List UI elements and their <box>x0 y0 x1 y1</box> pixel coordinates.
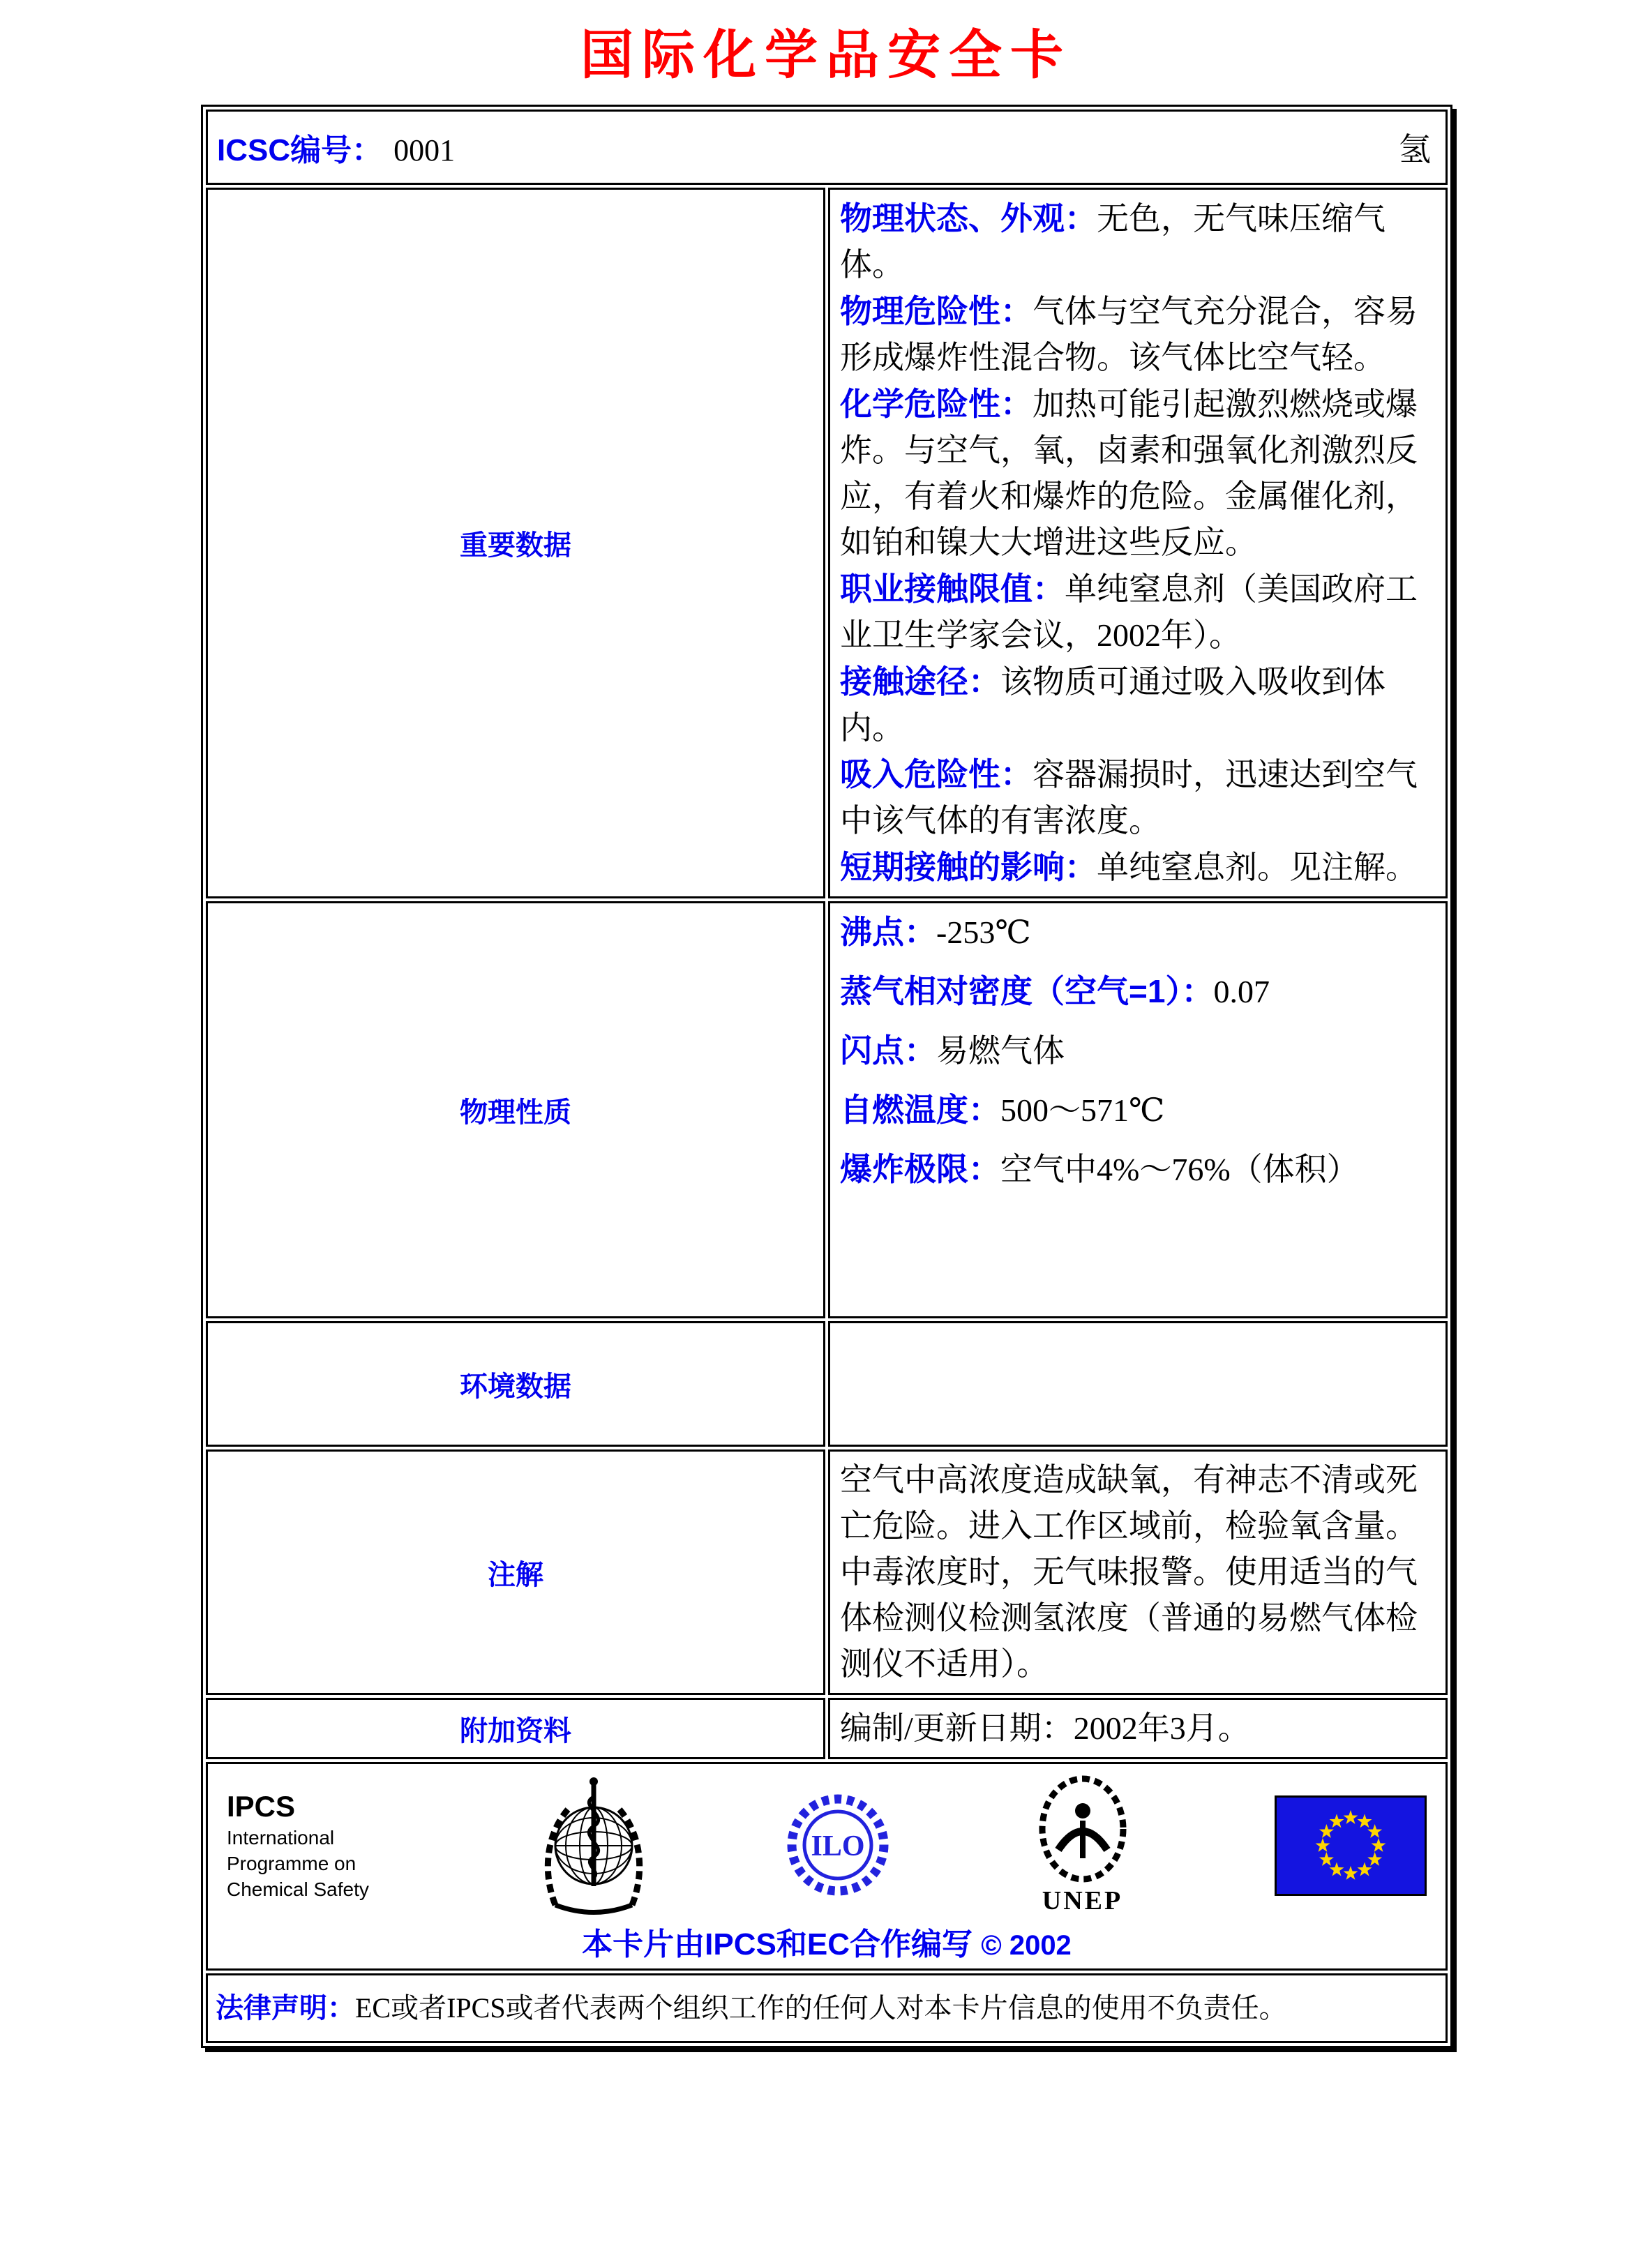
field-physical-state: 物理状态、外观：无色，无气味压缩气体。 <box>840 200 1386 283</box>
icsc-number-value: 0001 <box>393 133 456 167</box>
logos-row <box>227 1775 1427 1916</box>
who-logo-icon <box>534 1776 653 1915</box>
section-label-additional-info: 附加资料 <box>206 1698 825 1759</box>
credit-text: 本卡片由IPCS和EC合作编写 <box>582 1927 973 1961</box>
environmental-data-content <box>828 1321 1448 1447</box>
field-exposure-routes: 接触途径：该物质可通过吸入吸收到体内。 <box>840 663 1386 746</box>
eu-flag-icon <box>1275 1795 1427 1896</box>
copyright-text: © 2002 <box>981 1930 1072 1961</box>
physical-properties-content <box>828 901 1448 1318</box>
organizations-cell <box>206 1762 1448 1971</box>
legal-notice <box>209 1989 1445 2028</box>
ipcs-title: IPCS <box>227 1790 296 1823</box>
ipcs-line-1: International <box>227 1827 335 1848</box>
legal-cell <box>206 1973 1448 2043</box>
ipcs-line-3: Chemical Safety <box>227 1878 369 1900</box>
legal-text: EC或者IPCS或者代表两个组织工作的任何人对本卡片信息的使用不负责任。 <box>355 1992 1287 2024</box>
icsc-header-cell <box>206 110 1448 185</box>
field-short-term-effects: 短期接触的影响：单纯窒息剂。见注解。 <box>840 849 1418 885</box>
safety-card-table <box>201 105 1452 2048</box>
field-physical-danger: 物理危险性：气体与空气充分混合，容易形成爆炸性混合物。该气体比空气轻。 <box>840 293 1418 375</box>
ipcs-line-2: Programme on <box>227 1853 356 1874</box>
notes-content: 空气中高浓度造成缺氧，有神志不清或死亡危险。进入工作区域前，检验氧含量。中毒浓度时，无气味报警。使用适当的气体检测仪检测氢浓度（普通的易燃气体检测仪不适用）。 <box>828 1449 1448 1695</box>
unep-label: UNEP <box>1042 1886 1123 1915</box>
section-label-environmental-data: 环境数据 <box>206 1321 825 1447</box>
unep-logo-icon <box>1023 1775 1142 1886</box>
ilo-logo-icon <box>786 1781 890 1910</box>
svg-text:ILO: ILO <box>811 1830 865 1862</box>
chemical-name: 氢 <box>1399 132 1431 167</box>
additional-info-content: 编制/更新日期：2002年3月。 <box>828 1698 1448 1759</box>
field-autoignition-temp: 自燃温度：500～571℃ <box>840 1092 1165 1128</box>
field-explosive-limits: 爆炸极限：空气中4%～76%（体积） <box>840 1151 1359 1187</box>
page-title: 国际化学品安全卡 <box>580 27 1072 85</box>
legal-label: 法律声明： <box>216 1993 355 2024</box>
field-vapor-density: 蒸气相对密度（空气=1）：0.07 <box>840 973 1270 1009</box>
field-flash-point: 闪点：易燃气体 <box>840 1032 1065 1069</box>
field-chemical-danger: 化学危险性：加热可能引起激烈燃烧或爆炸。与空气，氧，卤素和强氧化剂激烈反应，有着火和爆炸的危险。金属催化剂，如铂和镍大大增进这些反应。 <box>840 386 1418 560</box>
organizations-row <box>209 1765 1445 1968</box>
field-inhalation-risk: 吸入危险性：容器漏损时，迅速达到空气中该气体的有害浓度。 <box>840 756 1418 838</box>
credit-line <box>227 1919 1427 1964</box>
important-data-content <box>828 188 1448 898</box>
field-boiling-point: 沸点：-253℃ <box>840 914 1031 950</box>
icsc-header <box>209 112 1445 182</box>
section-label-physical-properties: 物理性质 <box>206 901 825 1318</box>
field-occupational-limit: 职业接触限值：单纯窒息剂（美国政府工业卫生学家会议，2002年）。 <box>840 571 1418 653</box>
section-label-notes: 注解 <box>206 1449 825 1695</box>
unep-block <box>1023 1775 1142 1916</box>
ipcs-block <box>227 1789 401 1902</box>
section-label-important-data: 重要数据 <box>206 188 825 898</box>
icsc-number-group <box>217 125 455 170</box>
icsc-number-label: ICSC编号： <box>217 133 383 167</box>
